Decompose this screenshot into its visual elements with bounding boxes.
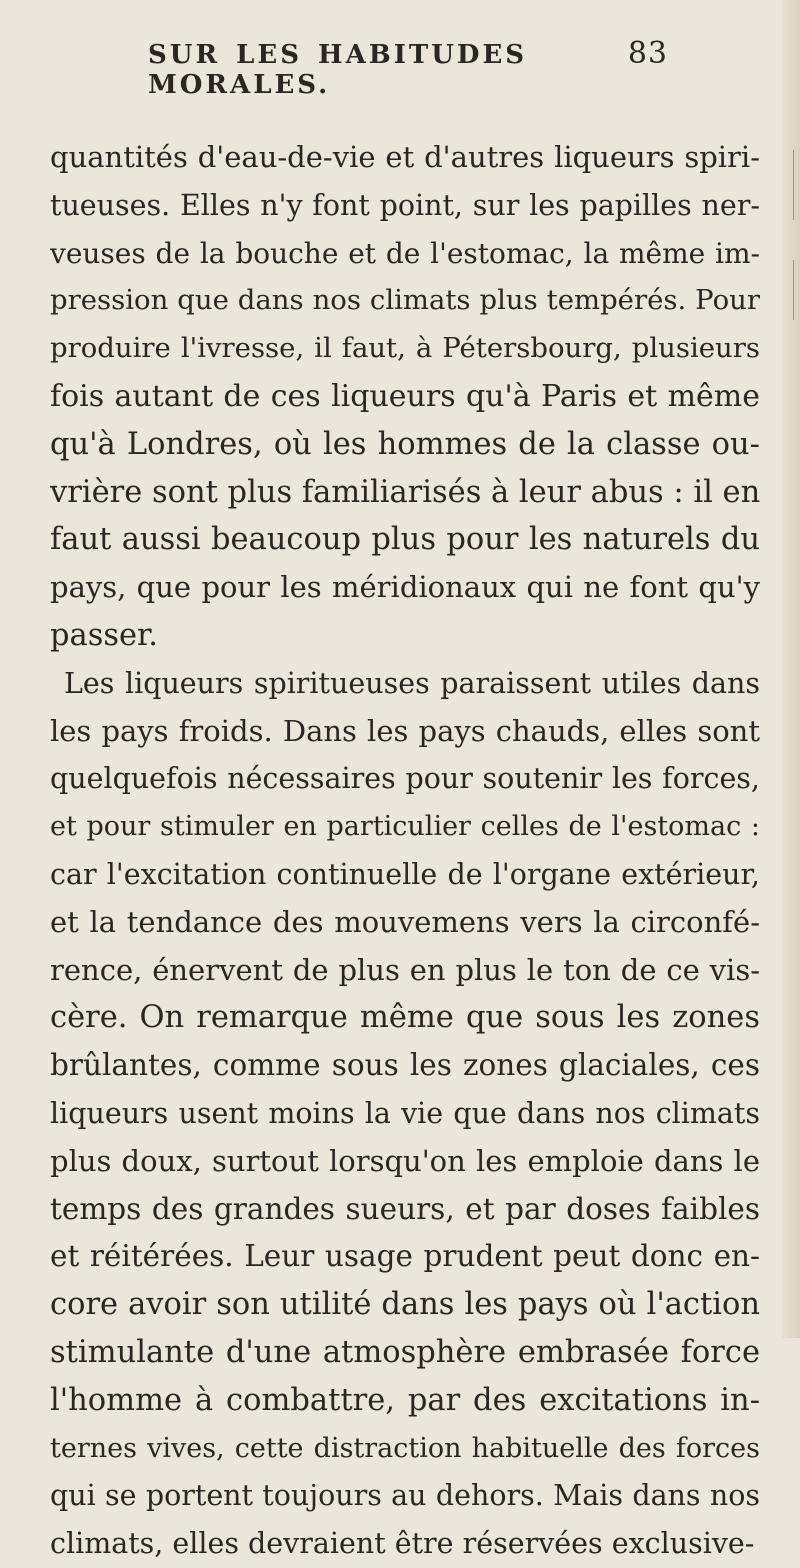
body-text	[50, 134, 760, 1568]
text-line: cère. On remarque même que sous les zones	[50, 1000, 760, 1036]
text-line: vrière sont plus familiarisés à leur abus : il en	[50, 474, 760, 510]
text-line: fois autant de ces liqueurs qu'à Paris et même	[50, 378, 760, 414]
text-line: l'homme à combattre, par des excitations in-	[50, 1382, 760, 1418]
text-line: climats, elles devraient être réservées exclusive-	[50, 1527, 755, 1561]
text-line: faut aussi beaucoup plus pour les naturels du	[50, 522, 760, 558]
text-line: ternes vives, cette distraction habituelle des forces	[50, 1432, 760, 1464]
page-number: 83	[627, 36, 668, 71]
edge-line	[793, 150, 794, 220]
text-line: veuses de la bouche et de l'estomac, la même im-	[50, 236, 760, 270]
text-line: quelquefois nécessaires pour soutenir les forces,	[50, 762, 760, 796]
text-line: plus doux, surtout lorsqu'on les emploie dans le	[50, 1143, 760, 1178]
text-line: core avoir son utilité dans les pays où l'action	[50, 1287, 760, 1323]
text-line: tueuses. Elles n'y font point, sur les papilles ner-	[50, 188, 760, 222]
text-line: car l'excitation continuelle de l'organe extérieur,	[50, 857, 760, 891]
page-header	[148, 36, 668, 100]
text-line: pression que dans nos climats plus tempérés. Pour	[50, 284, 760, 317]
text-line: et pour stimuler en particulier celles de l'estomac :	[50, 811, 760, 843]
text-line: stimulante d'une atmosphère embrasée force	[50, 1334, 760, 1370]
text-line: brûlantes, comme sous les zones glaciales, ces	[50, 1048, 760, 1083]
text-line: Les liqueurs spiritueuses paraissent utiles dans	[64, 666, 760, 700]
page-edge	[782, 0, 800, 1338]
text-line: les pays froids. Dans les pays chauds, elles sont	[50, 713, 760, 748]
text-line: produire l'ivresse, il faut, à Pétersbourg, plusieurs	[50, 332, 760, 365]
text-line: qui se portent toujours au dehors. Mais dans nos	[50, 1479, 760, 1513]
text-line: pays, que pour les méridionaux qui ne font qu'y	[50, 570, 760, 605]
text-line: temps des grandes sueurs, et par doses faibles	[50, 1191, 760, 1226]
edge-line	[793, 260, 794, 320]
text-line: et réitérées. Leur usage prudent peut donc en-	[50, 1239, 760, 1274]
text-line: quantités d'eau-de-vie et d'autres liqueurs spiri-	[50, 140, 760, 174]
text-line: rence, énervent de plus en plus le ton de ce vis-	[50, 952, 760, 987]
text-line: liqueurs usent moins la vie que dans nos climats	[50, 1096, 760, 1130]
text-line: et la tendance des mouvemens vers la circonfé-	[50, 904, 760, 939]
text-line: passer.	[50, 617, 158, 653]
text-line: qu'à Londres, où les hommes de la classe ou-	[50, 426, 760, 462]
running-head: SUR LES HABITUDES MORALES.	[148, 40, 528, 100]
